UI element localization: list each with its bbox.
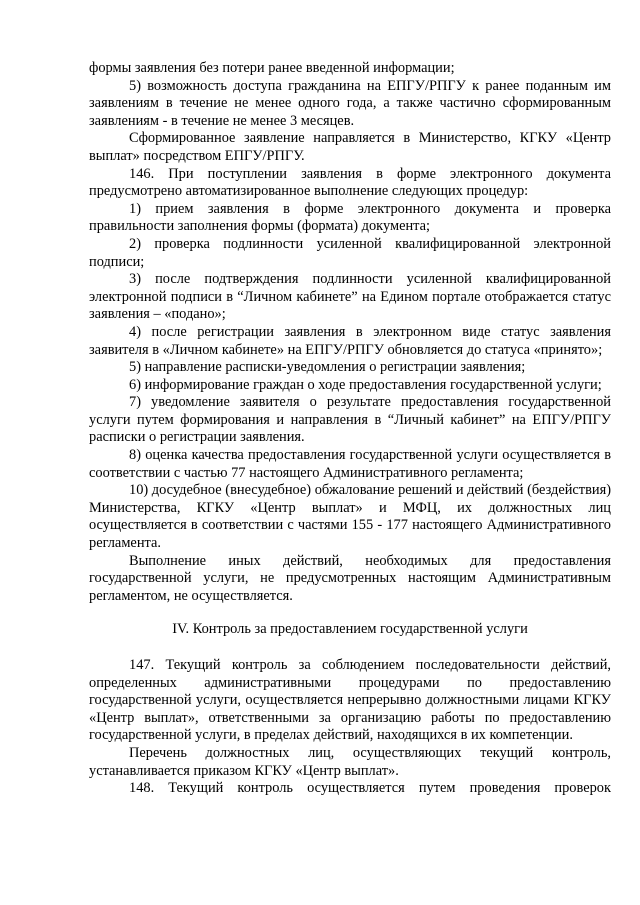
paragraph-continuation: формы заявления без потери ранее введенной информации; bbox=[89, 60, 455, 76]
list-item-5-access: 5) возможность доступа гражданина на ЕПГУ/РПГУ к ранее поданным им заявлениям в течение не менее одного года, а также частично сформированным заявлениям - в течение не менее 3 месяцев. bbox=[89, 77, 611, 129]
clause-146: 146. При поступлении заявления в форме электронного документа предусмотрено автоматизированное выполнение следующих процедур: bbox=[89, 165, 611, 200]
list-item-3: 3) после подтверждения подлинности усиленной квалифицированной электронной подписи в “Личном кабинете” на Едином портале отображается статус заявления – «подано»; bbox=[89, 271, 611, 323]
paragraph-submission: Сформированное заявление направляется в Министерство, КГКУ «Центр выплат» посредством ЕПГУ/РПГУ. bbox=[89, 130, 611, 164]
page-body bbox=[89, 60, 611, 798]
paragraph-officials-list: Перечень должностных лиц, осуществляющих текущий контроль, устанавливается приказом КГКУ «Центр выплат». bbox=[89, 744, 611, 779]
list-item-1: 1) прием заявления в форме электронного документа и проверка правильности заполнения формы (формата) документа; bbox=[89, 200, 611, 235]
section-title: IV. Контроль за предоставлением государственной услуги bbox=[172, 621, 528, 638]
list-item-4: 4) после регистрации заявления в электронном виде статус заявления заявителя в «Личном кабинете» на ЕПГУ/РПГУ обновляется до статуса «принято»; bbox=[89, 323, 611, 358]
list-item-10: 10) досудебное (внесудебное) обжалование решений и действий (бездействия) Министерства, КГКУ «Центр выплат» и МФЦ, их должностных лиц осуществляется в соответствии с частями 155 - 177 настоящего Административного регламента. bbox=[89, 482, 611, 552]
list-item-7: 7) уведомление заявителя о результате предоставления государственной услуги путем формирования и направления в “Личный кабинет” на ЕПГУ/РПГУ расписки о регистрации заявления. bbox=[89, 394, 611, 446]
list-item-5: 5) направление расписки-уведомления о регистрации заявления; bbox=[129, 359, 526, 376]
clause-148: 148. Текущий контроль осуществляется путем проведения проверок bbox=[129, 780, 611, 797]
list-item-6: 6) информирование граждан о ходе предоставления государственной услуги; bbox=[129, 376, 602, 393]
list-item-8: 8) оценка качества предоставления государственной услуги осуществляется в соответствии с частью 77 настоящего Административного регламента; bbox=[89, 447, 611, 481]
clause-147: 147. Текущий контроль за соблюдением последовательности действий, определенных административными процедурами по предоставлению государственной услуги, осуществляется непрерывно должностными лицами КГКУ «Центр выплат», ответственными за организацию работы по предоставлению государственной услуги, в пределах действий, находящихся в их компетенции. bbox=[89, 657, 611, 744]
paragraph-other-actions: Выполнение иных действий, необходимых для предоставления государственной услуги, не предусмотренных настоящим Административным регламентом, не осуществляется. bbox=[89, 552, 611, 604]
list-item-2: 2) проверка подлинности усиленной квалифицированной электронной подписи; bbox=[89, 235, 611, 270]
